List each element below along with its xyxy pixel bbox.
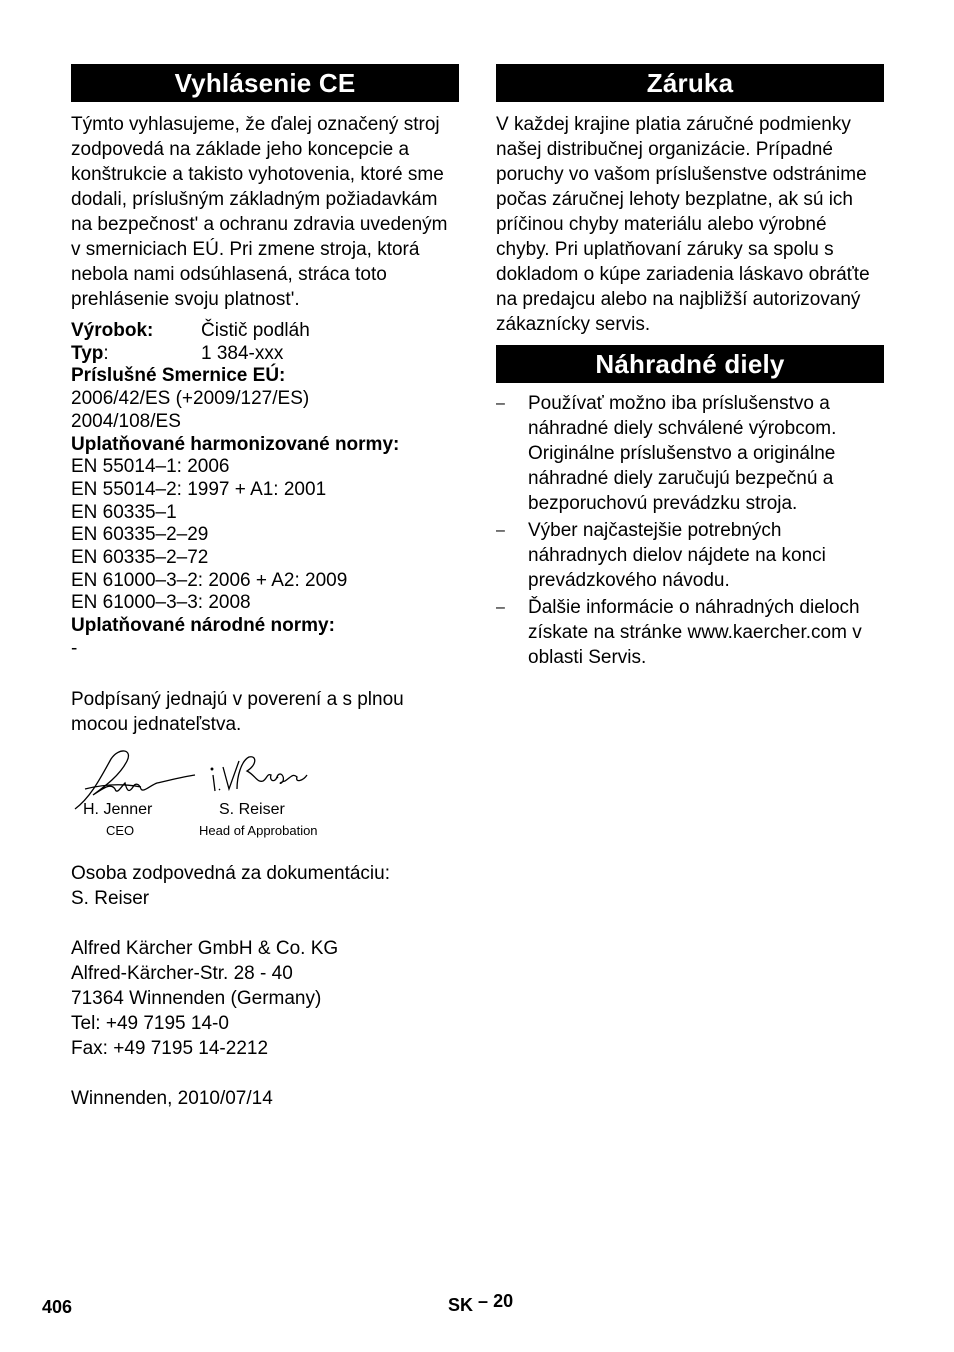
left-column (71, 64, 459, 1111)
dash-bullet: – (496, 522, 505, 539)
list-item-text: Výber najčastejšie potrebných náhradnych dielov nájdete na konci prevádzkového návodu. (528, 520, 826, 591)
dash-bullet: – (496, 395, 505, 412)
product-label: Výrobok: (71, 320, 154, 341)
directive-line: 2006/42/ES (+2009/127/ES) (71, 388, 310, 410)
signer-role: CEO (106, 822, 135, 838)
address-block (71, 936, 459, 1061)
page-number: 406 (42, 1297, 73, 1317)
address-line: Alfred-Kärcher-Str. 28 - 40 (71, 962, 293, 984)
list-item (496, 518, 884, 593)
footer-sub-page: 20 (493, 1291, 514, 1311)
list-item (496, 391, 884, 516)
harmonized-heading: Uplatňované harmonizované normy: (71, 433, 400, 455)
signed-statement: Podpísaný jednajú v poverení a s plnou mocou jednateľstva. (71, 688, 404, 735)
product-value: Čistič podláh (201, 320, 310, 341)
national-value: - (71, 637, 78, 659)
spare-parts-title: Náhradné diely (496, 345, 884, 383)
ce-declaration-intro: Týmto vyhlasujeme, že ďalej označený stroj zodpovedá na základe jeho koncepcie a konštrukcie a takisto vyhotovenia, ktoré sme dodali, príslušným základným požiadavkám na bezpečnost' a ochranu zdravia uvedeným v smerniciach EÚ. Pri zmene stroja, ktorá nebola nami odsúhlasená, stráca toto prehlásenie svoju platnost'. (71, 114, 448, 310)
address-line: Tel: +49 7195 14-0 (71, 1012, 229, 1034)
signature-block (71, 747, 459, 857)
list-item-text: Ďalšie informácie o náhradných dieloch získate na stránke www.kaercher.com v oblasti Servis. (528, 597, 862, 668)
type-label: Typ (71, 342, 104, 364)
product-row (71, 320, 459, 343)
signer-name: H. Jenner (83, 800, 153, 818)
footer-lang-page (448, 1291, 514, 1316)
signer-role: Head of Approbation (199, 822, 318, 838)
type-value: 1 384-xxx (201, 342, 284, 364)
warranty-title: Záruka (496, 64, 884, 102)
dash-bullet: – (496, 599, 505, 616)
spare-parts-list (496, 391, 884, 670)
norm-line: EN 60335–2–72 (71, 547, 209, 569)
directive-line: 2004/108/ES (71, 410, 181, 432)
footer-dash: – (478, 1291, 489, 1311)
ce-declaration-title: Vyhlásenie CE (71, 64, 459, 102)
signer-name: S. Reiser (219, 800, 285, 818)
address-line: Alfred Kärcher GmbH & Co. KG (71, 937, 339, 959)
national-heading: Uplatňované národné normy: (71, 615, 335, 637)
norm-line: EN 55014–2: 1997 + A1: 2001 (71, 478, 327, 500)
directives-heading: Príslušné Smernice EÚ: (71, 365, 286, 387)
type-colon: : (103, 342, 109, 364)
place-date: Winnenden, 2010/07/14 (71, 1087, 273, 1109)
right-column (496, 64, 884, 672)
type-row (71, 343, 459, 366)
list-item-text: Používať možno iba príslušenstvo a náhradné diely schválené výrobcom. Originálne príslušenstvo a originálne náhradné diely zaručujú bezpečnú a bezporuchovú prevádzku stroja. (528, 393, 837, 514)
address-line: Fax: +49 7195 14-2212 (71, 1037, 269, 1059)
warranty-text: V každej krajine platia záručné podmienky našej distribučnej organizácie. Prípadné poruchy vo vašom príslušenstve odstránime počas záručnej lehoty bezplatne, ak sú ich príčinou chyby materiálu alebo výrobné chyby. Pri uplatňovaní záruky sa spolu s dokladom o kúpe zariadenia láskavo obráťte na predajcu alebo na najbližší autorizovaný zákaznícky servis. (496, 114, 870, 335)
product-specs (71, 320, 459, 661)
footer-lang: SK (448, 1295, 474, 1315)
norm-line: EN 61000–3–3: 2008 (71, 592, 251, 614)
norm-line: EN 55014–1: 2006 (71, 456, 230, 478)
signature-reiser-icon (211, 756, 307, 790)
norm-line: EN 61000–3–2: 2006 + A2: 2009 (71, 569, 348, 591)
doc-person-name: S. Reiser (71, 887, 150, 909)
norm-line: EN 60335–2–29 (71, 524, 209, 546)
list-item (496, 595, 884, 670)
norm-line: EN 60335–1 (71, 501, 177, 523)
doc-person-label: Osoba zodpovedná za dokumentáciu: (71, 862, 390, 884)
type-label-wrap (71, 343, 201, 366)
address-line: 71364 Winnenden (Germany) (71, 987, 322, 1009)
